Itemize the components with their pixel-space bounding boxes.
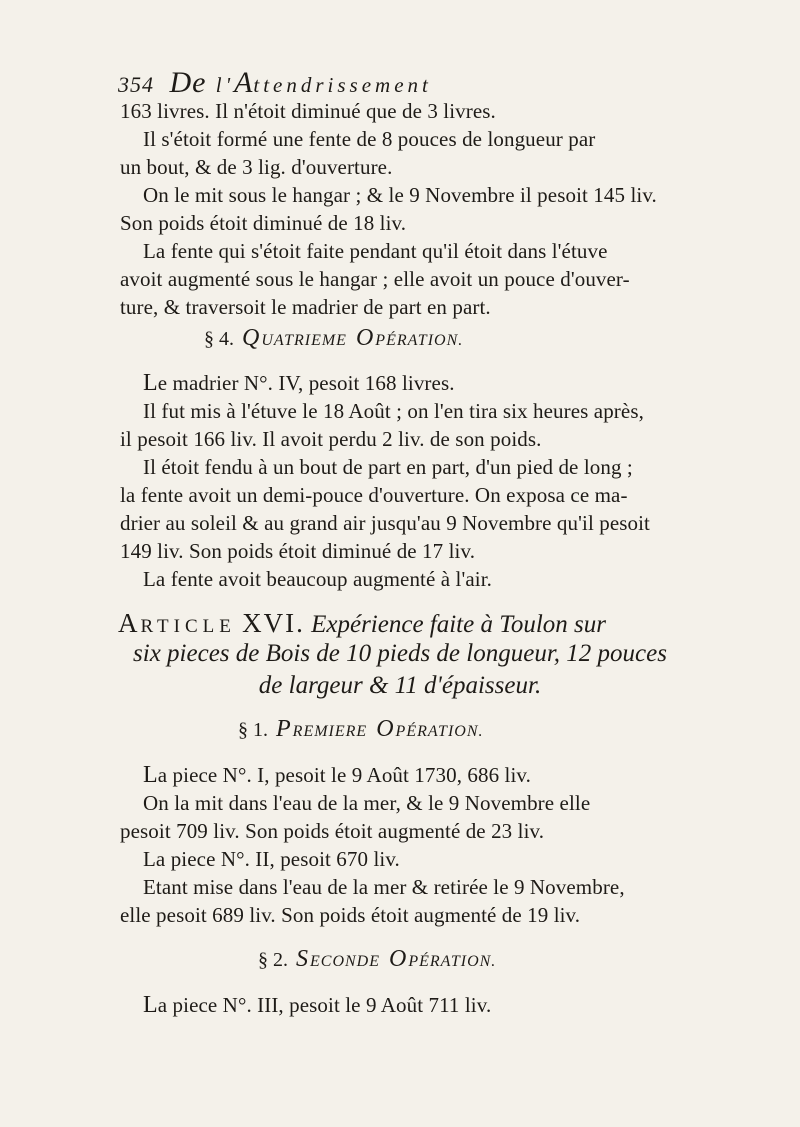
text-line: Il fut mis à l'étuve le 18 Août ; on l'en tira six heures après,	[143, 399, 644, 423]
running-head: De l'Attendrissement	[169, 66, 432, 99]
text-line: drier au soleil & au grand air jusqu'au 9 Novembre qu'il pesoit	[120, 511, 650, 535]
page-number: 354	[118, 72, 154, 97]
text-line: La piece N°. III, pesoit le 9 Août 711 liv.	[143, 992, 492, 1018]
text-line: Etant mise dans l'eau de la mer & retirée le 9 Novembre,	[143, 875, 625, 899]
section-heading-1: § 1. PREMIERE OPÉRATION.	[238, 716, 484, 742]
section-heading-2: § 2. SECONDE OPÉRATION.	[258, 946, 497, 972]
text-line: La fente avoit beaucoup augmenté à l'air.	[143, 567, 492, 591]
text-line: Il étoit fendu à un bout de part en part, d'un pied de long ;	[143, 455, 633, 479]
text-line: On la mit dans l'eau de la mer, & le 9 Novembre elle	[143, 791, 591, 815]
text-line: pesoit 709 liv. Son poids étoit augmenté de 23 liv.	[120, 819, 545, 843]
text-line: On le mit sous le hangar ; & le 9 Novembre il pesoit 145 liv.	[143, 183, 657, 207]
section-heading-4: § 4. QUATRIEME OPÉRATION.	[204, 325, 464, 351]
article-title-line: de largeur & 11 d'épaisseur.	[258, 672, 542, 699]
text-line: Il s'étoit formé une fente de 8 pouces de longueur par	[143, 127, 596, 151]
text-line: 149 liv. Son poids étoit diminué de 17 liv.	[120, 539, 476, 563]
text-line: Le madrier N°. IV, pesoit 168 livres.	[143, 370, 455, 396]
text-line: La piece N°. I, pesoit le 9 Août 1730, 686 liv.	[143, 762, 532, 788]
article-heading: ARTICLE XVI. Expérience faite à Toulon sur	[118, 608, 606, 638]
page-header	[118, 66, 432, 100]
text-line: 163 livres. Il n'étoit diminué que de 3 livres.	[120, 99, 496, 123]
text-line: la fente avoit un demi-pouce d'ouverture. On exposa ce ma-	[120, 483, 628, 507]
article-title-line: six pieces de Bois de 10 pieds de longueur, 12 pouces	[133, 640, 667, 667]
text-line: La fente qui s'étoit faite pendant qu'il étoit dans l'étuve	[143, 239, 608, 263]
text-line: elle pesoit 689 liv. Son poids étoit augmenté de 19 liv.	[120, 903, 581, 927]
text-line: ture, & traversoit le madrier de part en part.	[120, 295, 491, 319]
text-line: il pesoit 166 liv. Il avoit perdu 2 liv. de son poids.	[120, 427, 542, 451]
text-line: Son poids étoit diminué de 18 liv.	[120, 211, 407, 235]
text-line: La piece N°. II, pesoit 670 liv.	[143, 847, 400, 871]
text-line: un bout, & de 3 lig. d'ouverture.	[120, 155, 393, 179]
text-line: avoit augmenté sous le hangar ; elle avoit un pouce d'ouver-	[120, 267, 630, 291]
